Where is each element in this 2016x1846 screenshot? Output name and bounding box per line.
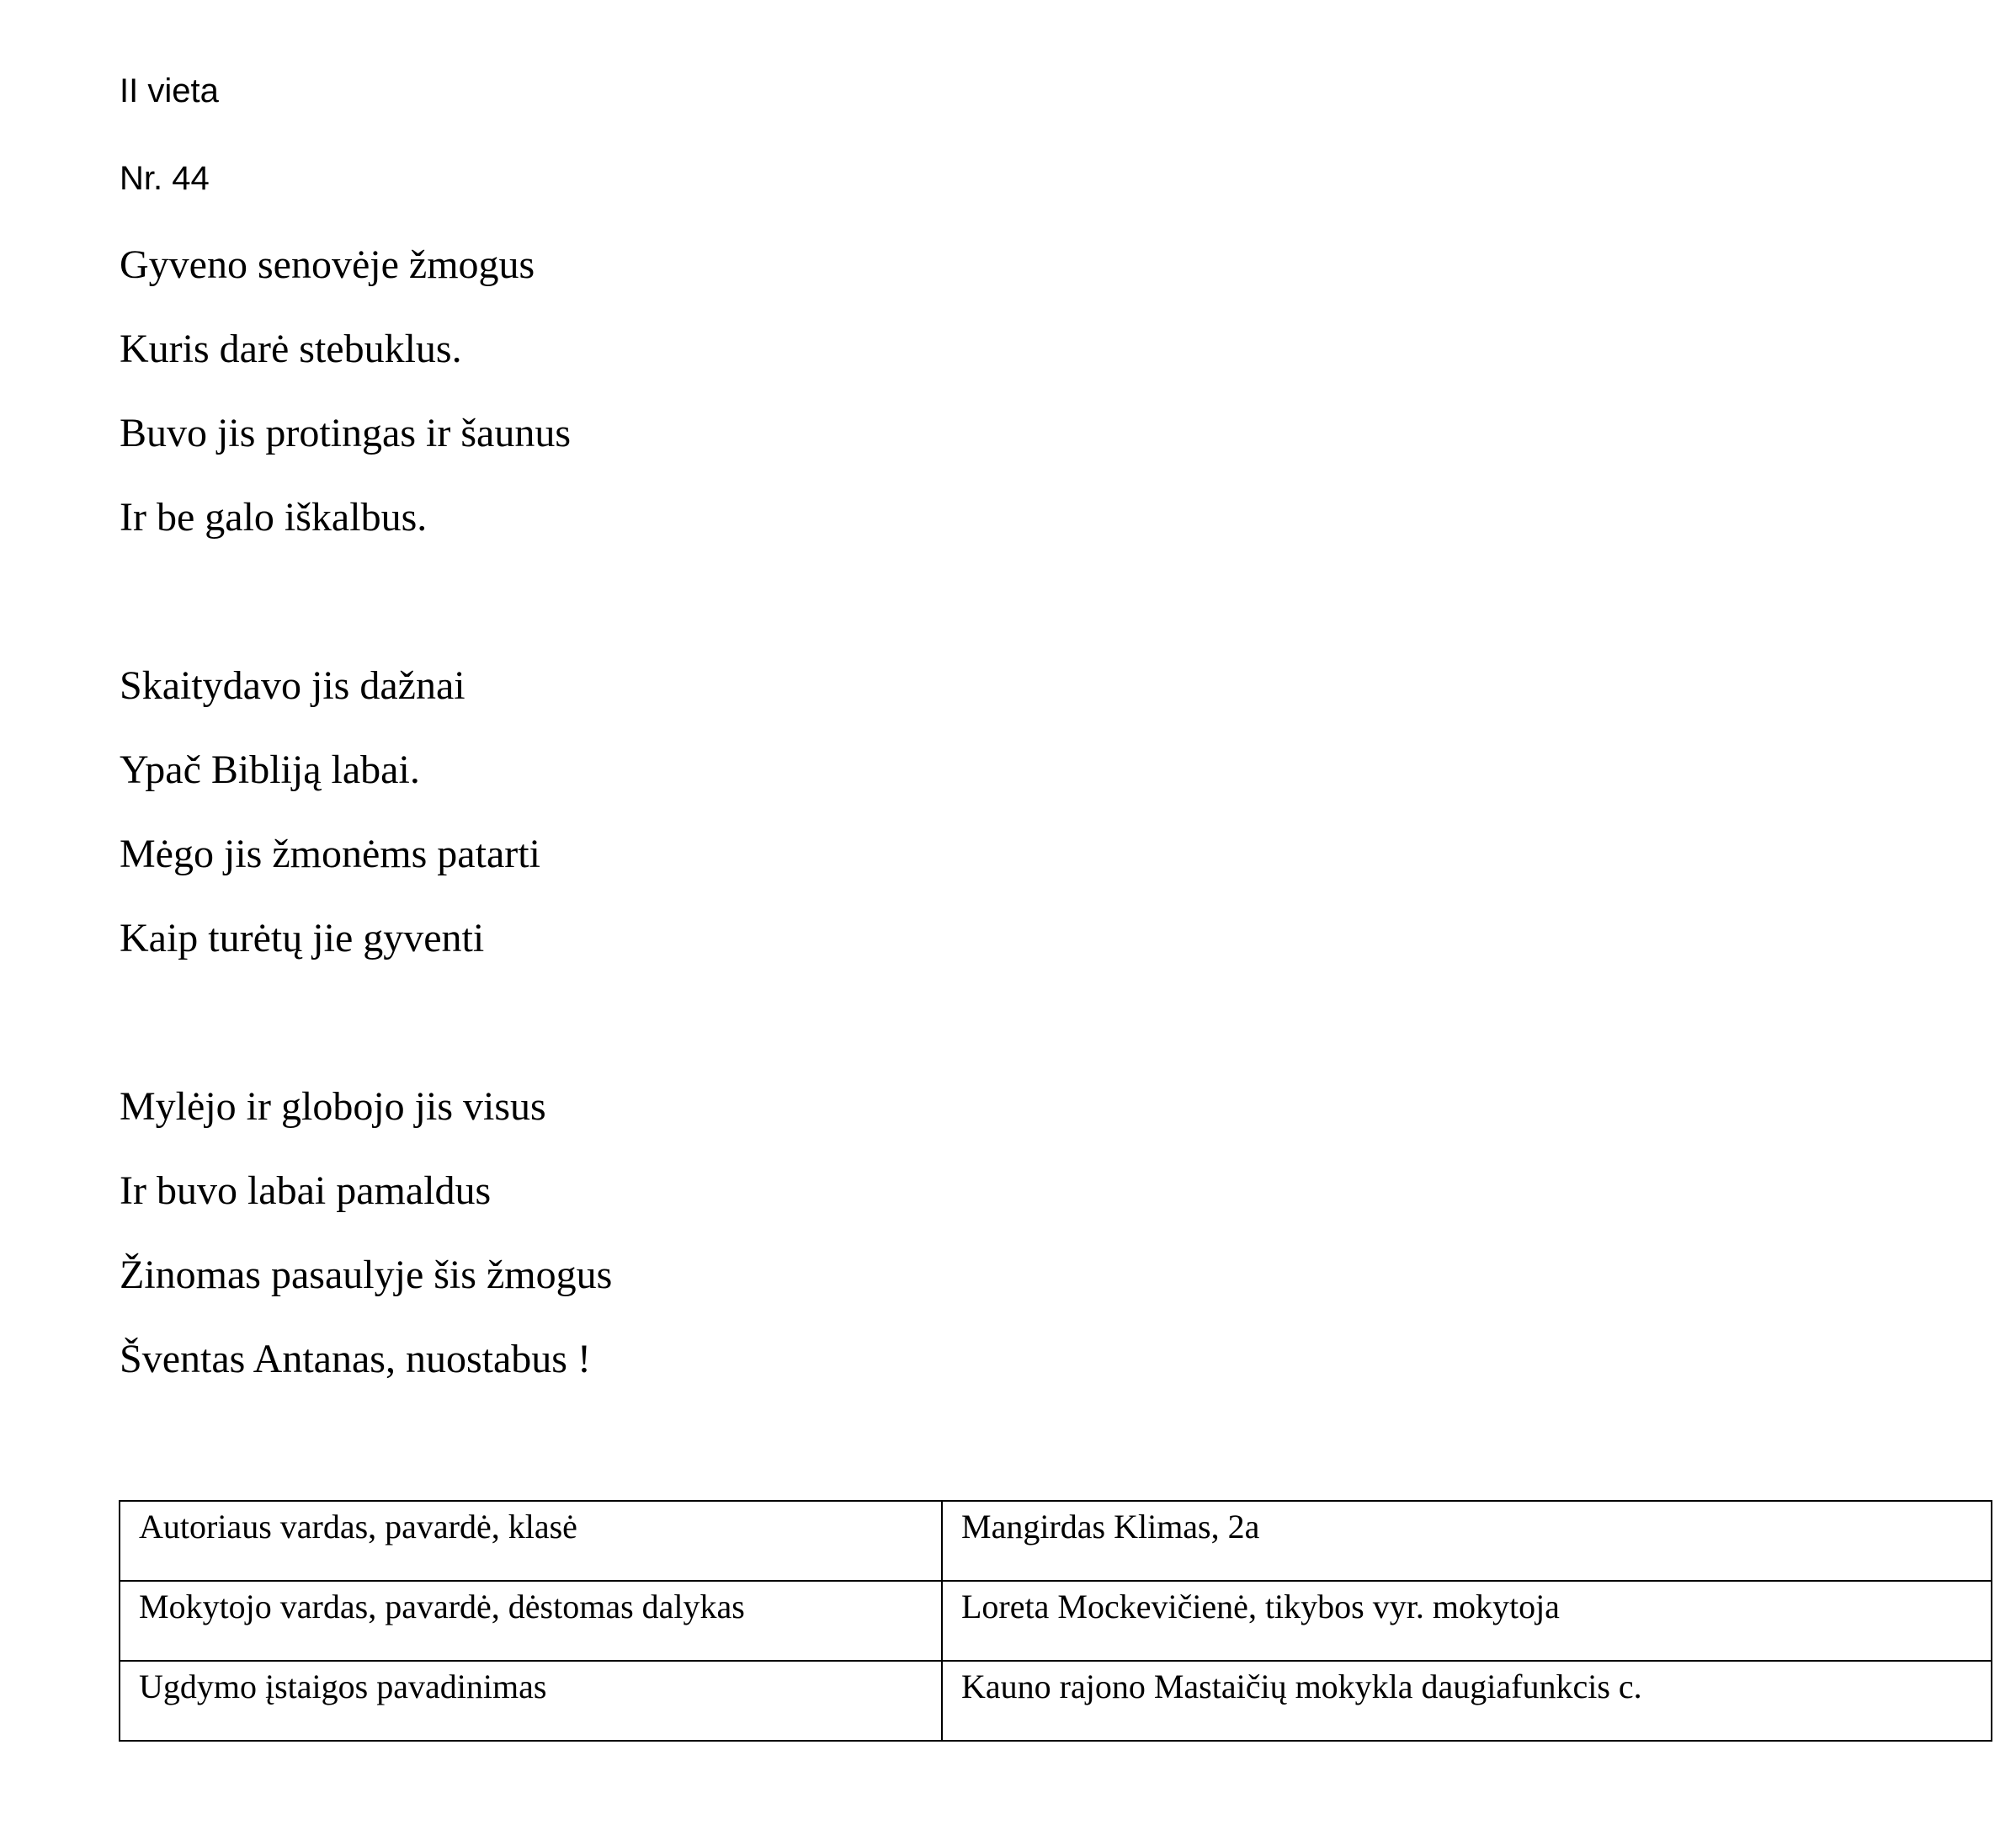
entry-number: Nr. 44 xyxy=(120,160,210,197)
table-cell-label: Ugdymo įstaigos pavadinimas xyxy=(120,1661,942,1741)
poem-line: Šventas Antanas, nuostabus ! xyxy=(120,1337,591,1381)
poem-line: Ypač Bibliją labai. xyxy=(120,747,420,792)
poem-line: Ir buvo labai pamaldus xyxy=(120,1168,492,1213)
poem-line: Skaitydavo jis dažnai xyxy=(120,663,465,708)
table-cell-value: Loreta Mockevičienė, tikybos vyr. mokytoja xyxy=(942,1581,1992,1661)
poem-line: Mėgo jis žmonėms patarti xyxy=(120,832,540,876)
table-cell-label: Autoriaus vardas, pavardė, klasė xyxy=(120,1501,942,1581)
place-heading: II vieta xyxy=(120,72,219,109)
poem-line: Kaip turėtų jie gyventi xyxy=(120,916,485,960)
poem-line: Kuris darė stebuklus. xyxy=(120,327,462,371)
table-row xyxy=(120,1661,1992,1741)
table-row xyxy=(120,1501,1992,1581)
poem-line: Žinomas pasaulyje šis žmogus xyxy=(120,1253,613,1297)
poem-line: Gyveno senovėje žmogus xyxy=(120,242,535,287)
table-cell-value: Mangirdas Klimas, 2a xyxy=(942,1501,1992,1581)
poem-line: Buvo jis protingas ir šaunus xyxy=(120,411,571,455)
table-cell-label: Mokytojo vardas, pavardė, dėstomas dalykas xyxy=(120,1581,942,1661)
poem-line: Mylėjo ir globojo jis visus xyxy=(120,1084,546,1129)
author-info-table xyxy=(119,1500,1992,1742)
table-row xyxy=(120,1581,1992,1661)
table-cell-value: Kauno rajono Mastaičių mokykla daugiafunkcis c. xyxy=(942,1661,1992,1741)
poem-line: Ir be galo iškalbus. xyxy=(120,495,428,540)
